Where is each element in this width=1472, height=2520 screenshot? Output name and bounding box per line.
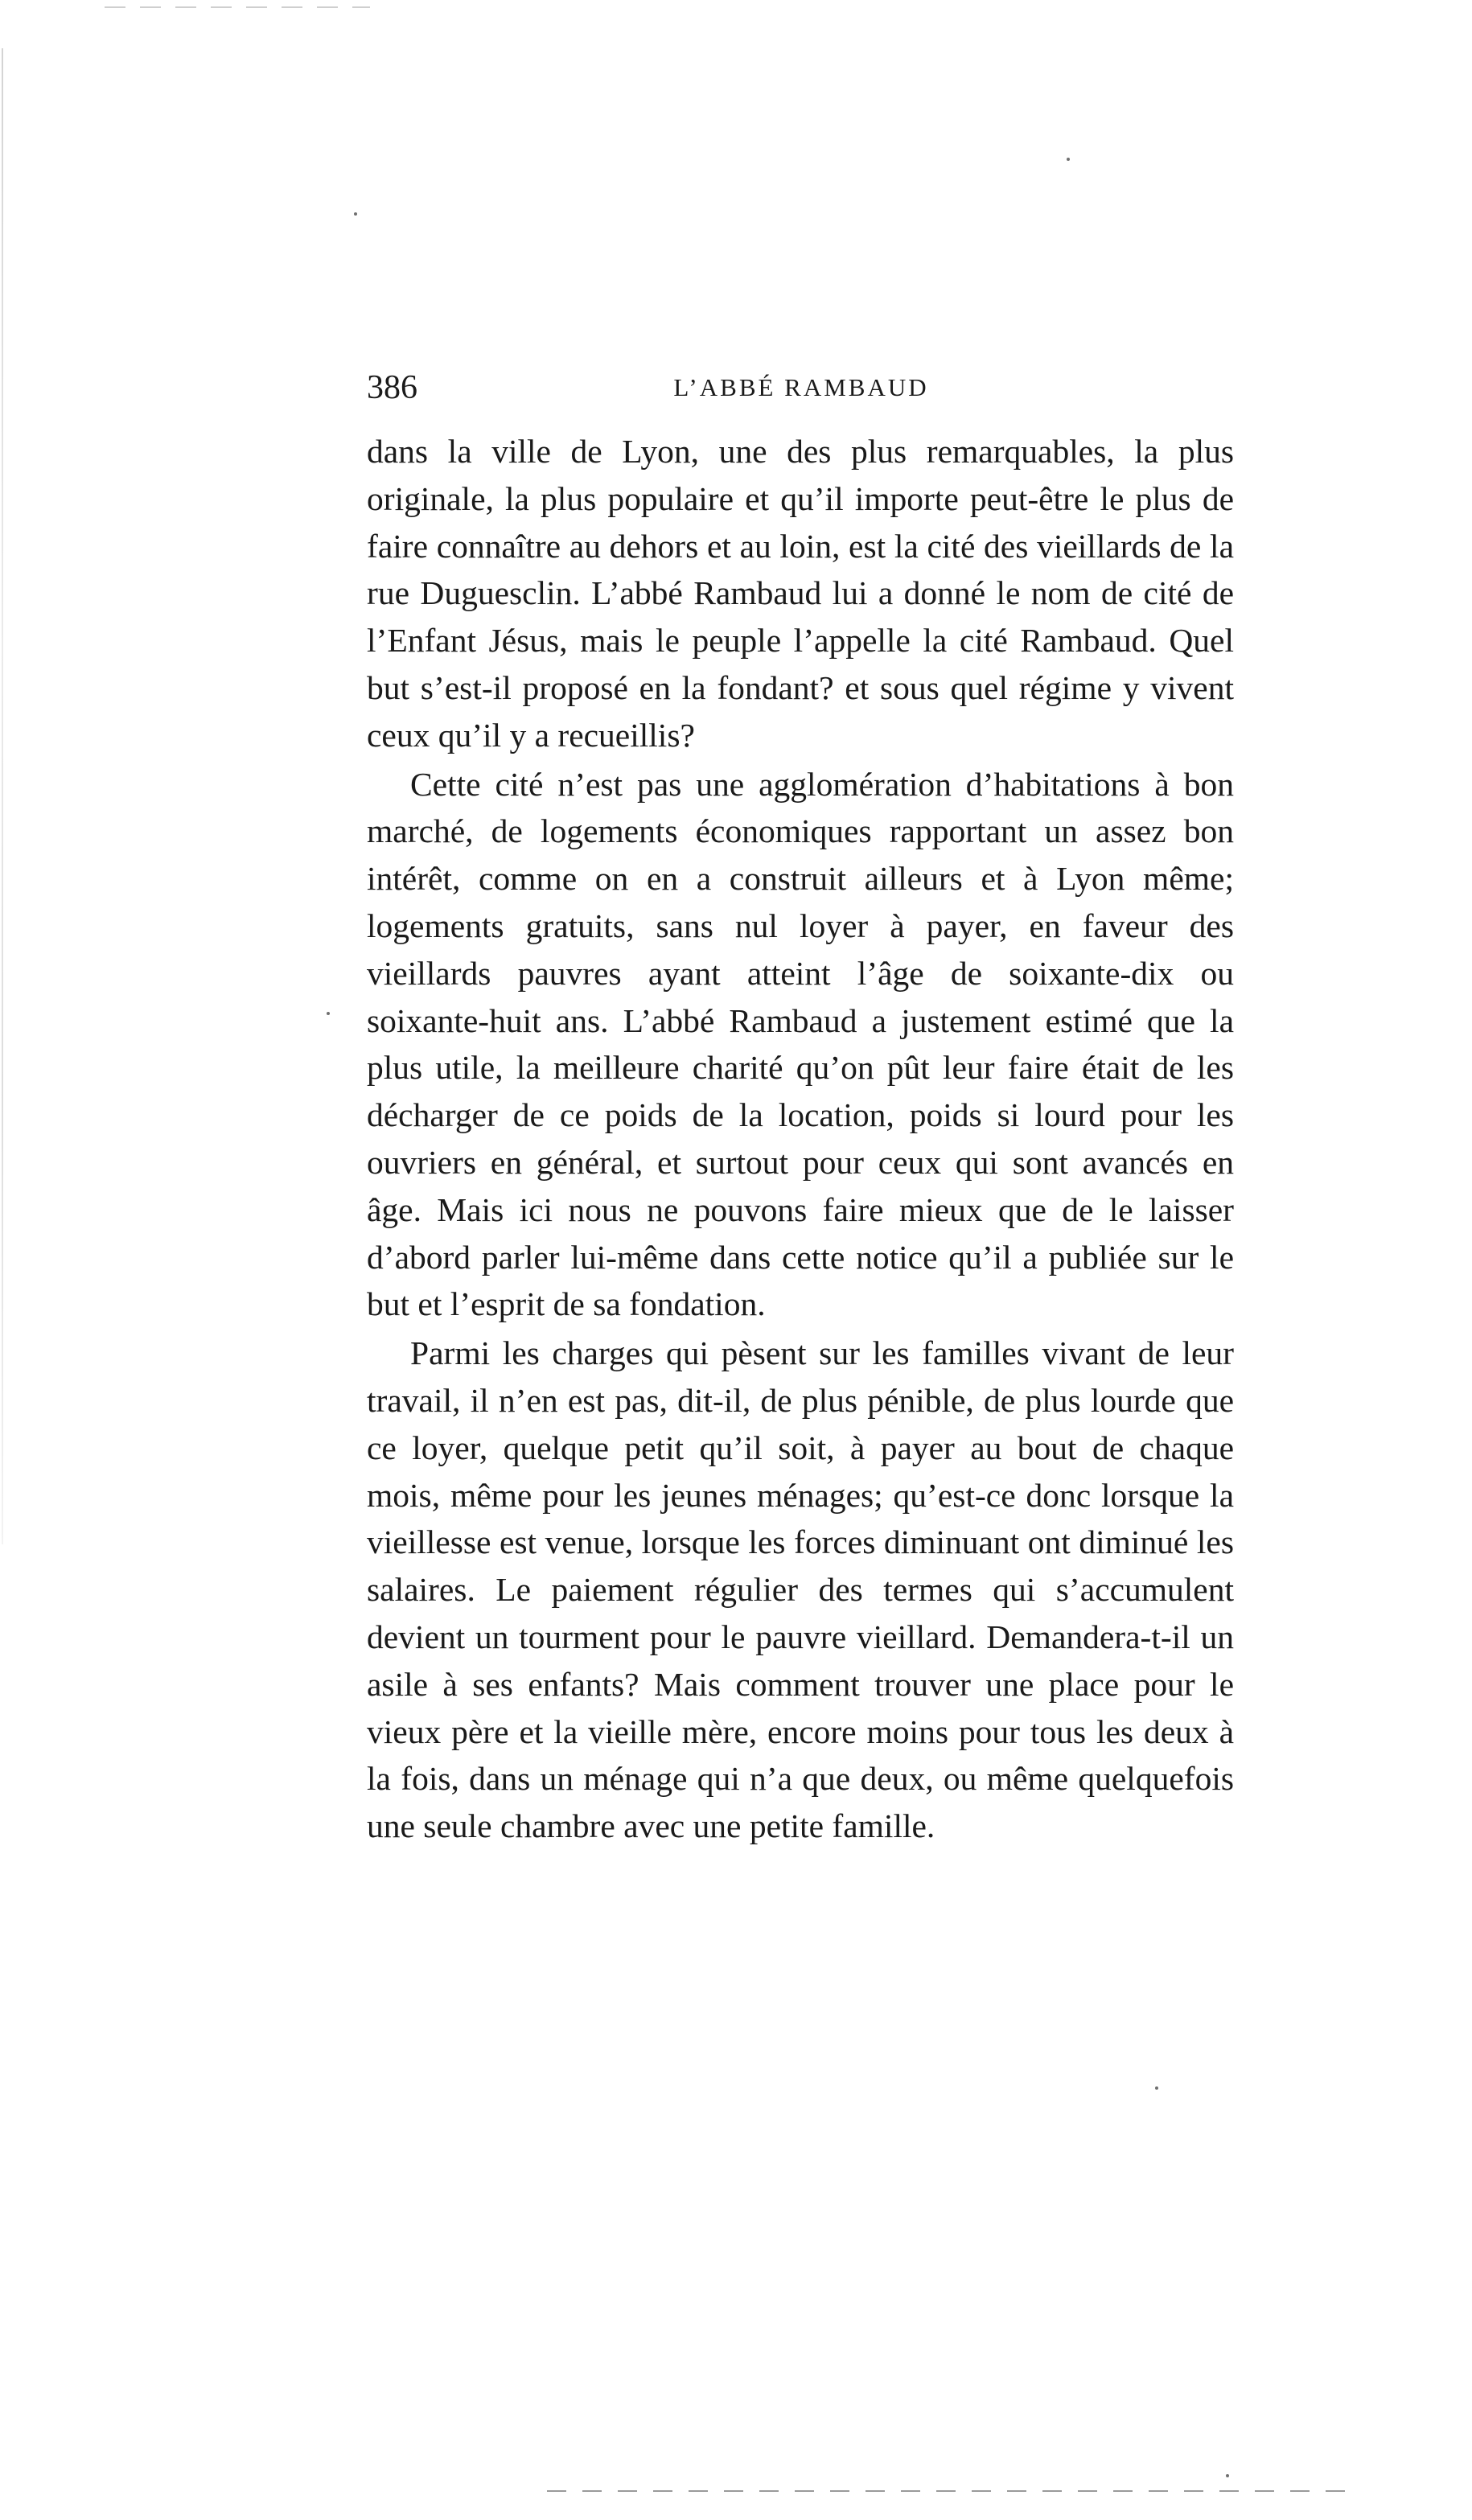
scan-speck [1067, 158, 1070, 161]
paragraph: dans la ville de Lyon, une des plus remarquables, la plus originale, la plus populaire et qu’il importe peut-être le plus de faire connaître au dehors et au loin, est la cité des vieillards de la rue Duguesclin. L’abbé Rambaud lui a donné le nom de cité de l’Enfant Jésus, mais le peuple l’appelle la cité Rambaud. Quel but s’est-il proposé en la fondant? et sous quel régime y vivent ceux qu’il y a recueillis? [367, 433, 1234, 754]
page-number: 386 [367, 369, 417, 406]
page-edge-shadow [2, 48, 3, 1544]
scan-speck [1226, 2474, 1229, 2477]
running-title: L’ABBÉ RAMBAUD [673, 373, 929, 401]
paragraph: Parmi les charges qui pèsent sur les familles vivant de leur travail, il n’en est pas, dit-il, de plus pénible, de plus lourde que ce loyer, quelque petit qu’il soit, à payer au bout de chaque mois, même pour les jeunes ménages; qu’est-ce donc lorsque la vieillesse est venue, lorsque les forces diminuant ont diminué les salaires. Le paiement régulier des termes qui s’accumulent devient un tourment pour le pauvre vieillard. Demandera-t-il un asile à ses enfants? Mais comment trouver une place pour le vieux père et la vieille mère, encore moins pour tous les deux à la fois, dans un ménage qui n’a que deux, ou même quelquefois une seule chambre avec une petite famille. [367, 1334, 1234, 1845]
body-text [367, 428, 1234, 1850]
scan-artifact-top [105, 6, 370, 8]
scan-speck [327, 1012, 330, 1015]
paragraph: Cette cité n’est pas une agglomération d’habitations à bon marché, de logements économiques rapportant un assez bon intérêt, comme on en a construit ailleurs et à Lyon même; logements gratuits, sans nul loyer à payer, en faveur des vieillards pauvres ayant atteint l’âge de soixante-dix ou soixante-huit ans. L’abbé Rambaud a justement estimé que la plus utile, la meilleure charité qu’on pût leur faire était de les décharger de ce poids de la location, poids si lourd pour les ouvriers en général, et surtout pour ceux qui sont avancés en âge. Mais ici nous ne pouvons faire mieux que de le laisser d’abord parler lui-même dans cette notice qu’il a publiée sur le but et l’esprit de sa fondation. [367, 765, 1234, 1323]
scan-speck [354, 212, 357, 216]
scan-speck [1155, 2086, 1158, 2090]
page-header [367, 364, 1236, 412]
scan-artifact-bottom [547, 2490, 1351, 2492]
